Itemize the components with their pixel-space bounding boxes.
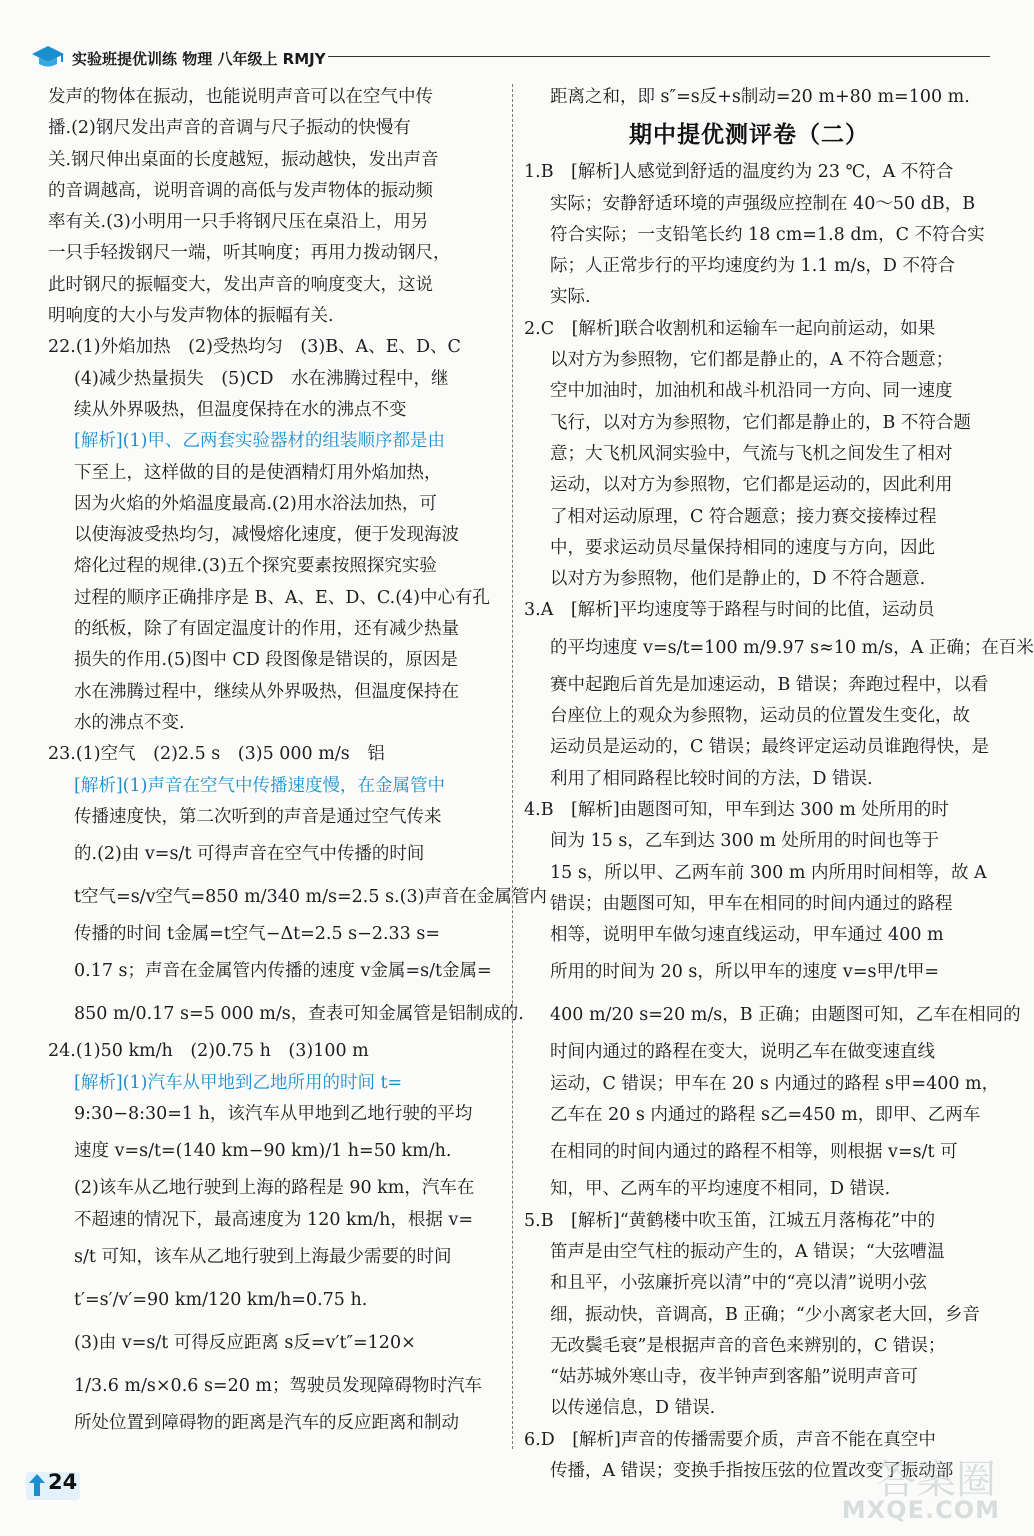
formula-line: 400 m/20 s=20 m/s，B 正确；由题图可知，乙车在相同的 bbox=[550, 1005, 1021, 1026]
analysis-line: [解析](1)甲、乙两套实验器材的组装顺序都是由 bbox=[74, 431, 445, 452]
text-line: (4)减少热量损失 (5)CD 水在沸腾过程中，继 bbox=[74, 368, 449, 389]
text-line: 飞行，以对方为参照物，它们都是静止的，B 不符合题 bbox=[550, 412, 971, 433]
text-line: 传播，A 错误；变换手指按压弦的位置改变了振动部 bbox=[550, 1460, 954, 1481]
text-line: 以对方为参照物，它们都是静止的，A 不符合题意； bbox=[550, 350, 954, 371]
graduation-cap-logo-icon bbox=[30, 42, 66, 72]
text-line: 水在沸腾过程中，继续从外界吸热，但温度保持在 bbox=[74, 681, 459, 702]
formula-line: 1/3.6 m/s×0.6 s=20 m；驾驶员发现障碍物时汽车 bbox=[74, 1375, 483, 1396]
text-line: 实际. bbox=[550, 287, 591, 308]
text-line: 意；大飞机风洞实验中，气流与飞机之间发生了相对 bbox=[550, 443, 953, 464]
text-line: 以传递信息，D 错误. bbox=[550, 1398, 716, 1419]
text-line: 过程的顺序正确排序是 B、A、E、D、C.(4)中心有孔 bbox=[74, 587, 490, 608]
text-line: 距离之和，即 s″=s反+s制动=20 m+80 m=100 m. bbox=[550, 87, 970, 107]
text-line: 所处位置到障碍物的距离是汽车的反应距离和制动 bbox=[74, 1412, 459, 1433]
formula-line: s/t 可知，该车从乙地行驶到上海最少需要的时间 bbox=[74, 1246, 452, 1267]
text-line: 熔化过程的规律.(3)五个探究要素按照探究实验 bbox=[74, 556, 437, 577]
text-line: 运动员是运动的，C 错误；最终评定运动员谁跑得快，是 bbox=[550, 737, 989, 758]
right-column bbox=[524, 82, 1034, 1487]
answer-2: 2.C [解析]联合收割机和运输车一起向前运动，如果 bbox=[524, 318, 936, 339]
analysis-line: [解析](1)汽车从甲地到乙地所用的时间 t= bbox=[74, 1072, 403, 1093]
text-line: 相等，说明甲车做匀速直线运动，甲车通过 400 m bbox=[550, 925, 944, 946]
formula-line: 0.17 s；声音在金属管内传播的速度 v金属=s/t金属= bbox=[74, 961, 492, 982]
page-number: 24 bbox=[48, 1470, 78, 1494]
formula-line: (3)由 v=s/t 可得反应距离 s反=v′t″=120× bbox=[74, 1332, 416, 1353]
column-divider bbox=[512, 84, 513, 1449]
text-line: 笛声是由空气柱的振动产生的，A 错误；“大弦嘈温 bbox=[550, 1241, 945, 1262]
formula-line: 的平均速度 v=s/t=100 m/9.97 s≈10 m/s，A 正确；在百米 bbox=[550, 637, 1034, 658]
text-line: 因为火焰的外焰温度最高.(2)用水浴法加热，可 bbox=[74, 493, 437, 514]
text-line: 符合实际；一支铅笔长约 18 cm=1.8 dm，C 不符合实 bbox=[550, 224, 985, 245]
text-line: 乙车在 20 s 内通过的路程 s乙=450 m，即甲、乙两车 bbox=[550, 1105, 981, 1126]
text-line: 不超速的情况下，最高速度为 120 km/h，根据 v= bbox=[74, 1209, 474, 1230]
text-line: 间为 15 s，乙车到达 300 m 处所用的时间也等于 bbox=[550, 831, 940, 852]
text-line: 续从外界吸热，但温度保持在水的沸点不变 bbox=[74, 399, 407, 420]
answer-6: 6.D [解析]声音的传播需要介质，声音不能在真空中 bbox=[524, 1429, 936, 1450]
text-line: 细，振动快，音调高，B 正确；“少小离家老大回，乡音 bbox=[550, 1304, 980, 1325]
text-line: 运动，以对方为参照物，它们都是运动的，因此利用 bbox=[550, 475, 953, 496]
text-line: 和且平，小弦廉折亮以清”中的“亮以清”说明小弦 bbox=[550, 1273, 927, 1294]
text-line: “姑苏城外寒山寺，夜半钟声到客船”说明声音可 bbox=[550, 1367, 918, 1388]
text-line: 空中加油时，加油机和战斗机沿同一方向、同一速度 bbox=[550, 381, 953, 402]
answer-24: 24.(1)50 km/h (2)0.75 h (3)100 m bbox=[48, 1041, 369, 1062]
text-line: 明响度的大小与发声物体的振幅有关. bbox=[48, 306, 334, 327]
text-line: 15 s，所以甲、乙两车前 300 m 内所用时间相等，故 A bbox=[550, 862, 987, 883]
text-line: 台座位上的观众为参照物，运动员的位置发生变化，故 bbox=[550, 706, 970, 727]
answer-3: 3.A [解析]平均速度等于路程与时间的比值，运动员 bbox=[524, 600, 935, 621]
header-rule bbox=[328, 56, 990, 57]
text-line: 时间内通过的路程在变大，说明乙车在做变速直线 bbox=[550, 1042, 935, 1063]
text-line: 中，要求运动员尽量保持相同的速度与方向，因此 bbox=[550, 537, 935, 558]
text-line: (2)该车从乙地行驶到上海的路程是 90 km，汽车在 bbox=[74, 1178, 475, 1199]
text-line: 损失的作用.(5)图中 CD 段图像是错误的，原因是 bbox=[74, 650, 458, 671]
text-line: 赛中起跑后首先是加速运动，B 错误；奔跑过程中，以看 bbox=[550, 674, 989, 695]
formula-line: 850 m/0.17 s=5 000 m/s，查表可知金属管是铝制成的. bbox=[74, 1004, 524, 1025]
up-arrow-icon bbox=[29, 1474, 45, 1496]
page-header bbox=[30, 42, 990, 72]
answer-22: 22.(1)外焰加热 (2)受热均匀 (3)B、A、E、D、C bbox=[48, 337, 461, 358]
answer-4: 4.B [解析]由题图可知，甲车到达 300 m 处所用的时 bbox=[524, 799, 949, 820]
text-line: 率有关.(3)小明用一只手将钢尺压在桌沿上，用另 bbox=[48, 212, 429, 233]
text-line: 关.钢尺伸出桌面的长度越短，振动越快，发出声音 bbox=[48, 149, 439, 170]
text-line: 运动，C 错误；甲车在 20 s 内通过的路程 s甲=400 m， bbox=[550, 1073, 1000, 1094]
watermark-url: MXQE.COM bbox=[841, 1496, 1000, 1524]
text-line: 利用了相同路程比较时间的方法，D 错误. bbox=[550, 768, 873, 789]
text-line: 传播的时间 t金属=t空气−Δt=2.5 s−2.33 s= bbox=[74, 924, 440, 945]
watermark-logo: 答案圈 bbox=[876, 1457, 996, 1503]
text-line: 际；人正常步行的平均速度约为 1.1 m/s，D 不符合 bbox=[550, 256, 956, 277]
text-line: 水的沸点不变. bbox=[74, 712, 185, 733]
answer-23: 23.(1)空气 (2)2.5 s (3)5 000 m/s 铝 bbox=[48, 744, 385, 765]
text-line: 了相对运动原理，C 符合题意；接力赛交接棒过程 bbox=[550, 506, 937, 527]
page-number-badge bbox=[26, 1466, 82, 1502]
answer-1: 1.B [解析]人感觉到舒适的温度约为 23 ℃，A 不符合 bbox=[524, 162, 954, 183]
text-line: 以对方为参照物，他们是静止的，D 不符合题意. bbox=[550, 569, 926, 590]
watermark bbox=[840, 1444, 1008, 1530]
text-line: 播.(2)钢尺发出声音的音调与尺子振动的快慢有 bbox=[48, 118, 411, 139]
header-title: 实验班提优训练 物理 八年级上 RMJY bbox=[72, 50, 326, 68]
text-line: 下至上，这样做的目的是使酒精灯用外焰加热， bbox=[74, 462, 442, 483]
text-line: 实际；安静舒适环境的声强级应控制在 40～50 dB，B bbox=[550, 193, 976, 214]
text-line: 此时钢尺的振幅变大，发出声音的响度变大，这说 bbox=[48, 274, 433, 295]
left-column bbox=[48, 82, 547, 1439]
analysis-line: [解析](1)声音在空气中传播速度慢，在金属管中 bbox=[74, 775, 445, 796]
section-title: 期中提优测评卷（二） bbox=[629, 122, 869, 149]
text-line: 发声的物体在振动，也能说明声音可以在空气中传 bbox=[48, 87, 433, 107]
text-line: 9:30−8:30=1 h，该汽车从甲地到乙地行驶的平均 bbox=[74, 1104, 473, 1125]
text-line: 以使海波受热均匀，减慢熔化速度，便于发现海波 bbox=[74, 525, 459, 546]
text-line: 的纸板，除了有固定温度计的作用，还有减少热量 bbox=[74, 619, 459, 640]
text-line: 传播速度快，第二次听到的声音是通过空气传来 bbox=[74, 806, 442, 827]
formula-line: 的.(2)由 v=s/t 可得声音在空气中传播的时间 bbox=[74, 844, 425, 865]
formula-line: 在相同的时间内通过的路程不相等，则根据 v=s/t 可 bbox=[550, 1142, 958, 1163]
formula-line: t空气=s/v空气=850 m/340 m/s=2.5 s.(3)声音在金属管内 bbox=[74, 887, 547, 908]
answer-5: 5.B [解析]“黄鹤楼中吹玉笛，江城五月落梅花”中的 bbox=[524, 1210, 936, 1231]
text-line: 知，甲、乙两车的平均速度不相同，D 错误. bbox=[550, 1179, 891, 1200]
text-line: 的音调越高，说明音调的高低与发声物体的振动频 bbox=[48, 180, 433, 201]
text-line: 错误；由题图可知，甲车在相同的时间内通过的路程 bbox=[550, 893, 953, 914]
formula-line: t′=s′/v′=90 km/120 km/h=0.75 h. bbox=[74, 1289, 368, 1310]
formula-line: 速度 v=s/t=(140 km−90 km)/1 h=50 km/h. bbox=[74, 1141, 452, 1162]
text-line: 一只手轻拨钢尺一端，听其响度；再用力拨动钢尺， bbox=[48, 243, 451, 264]
text-line: 无改鬓毛衰”是根据声音的音色来辨别的，C 错误； bbox=[550, 1335, 946, 1356]
formula-line: 所用的时间为 20 s，所以甲车的速度 v=s甲/t甲= bbox=[550, 962, 940, 983]
